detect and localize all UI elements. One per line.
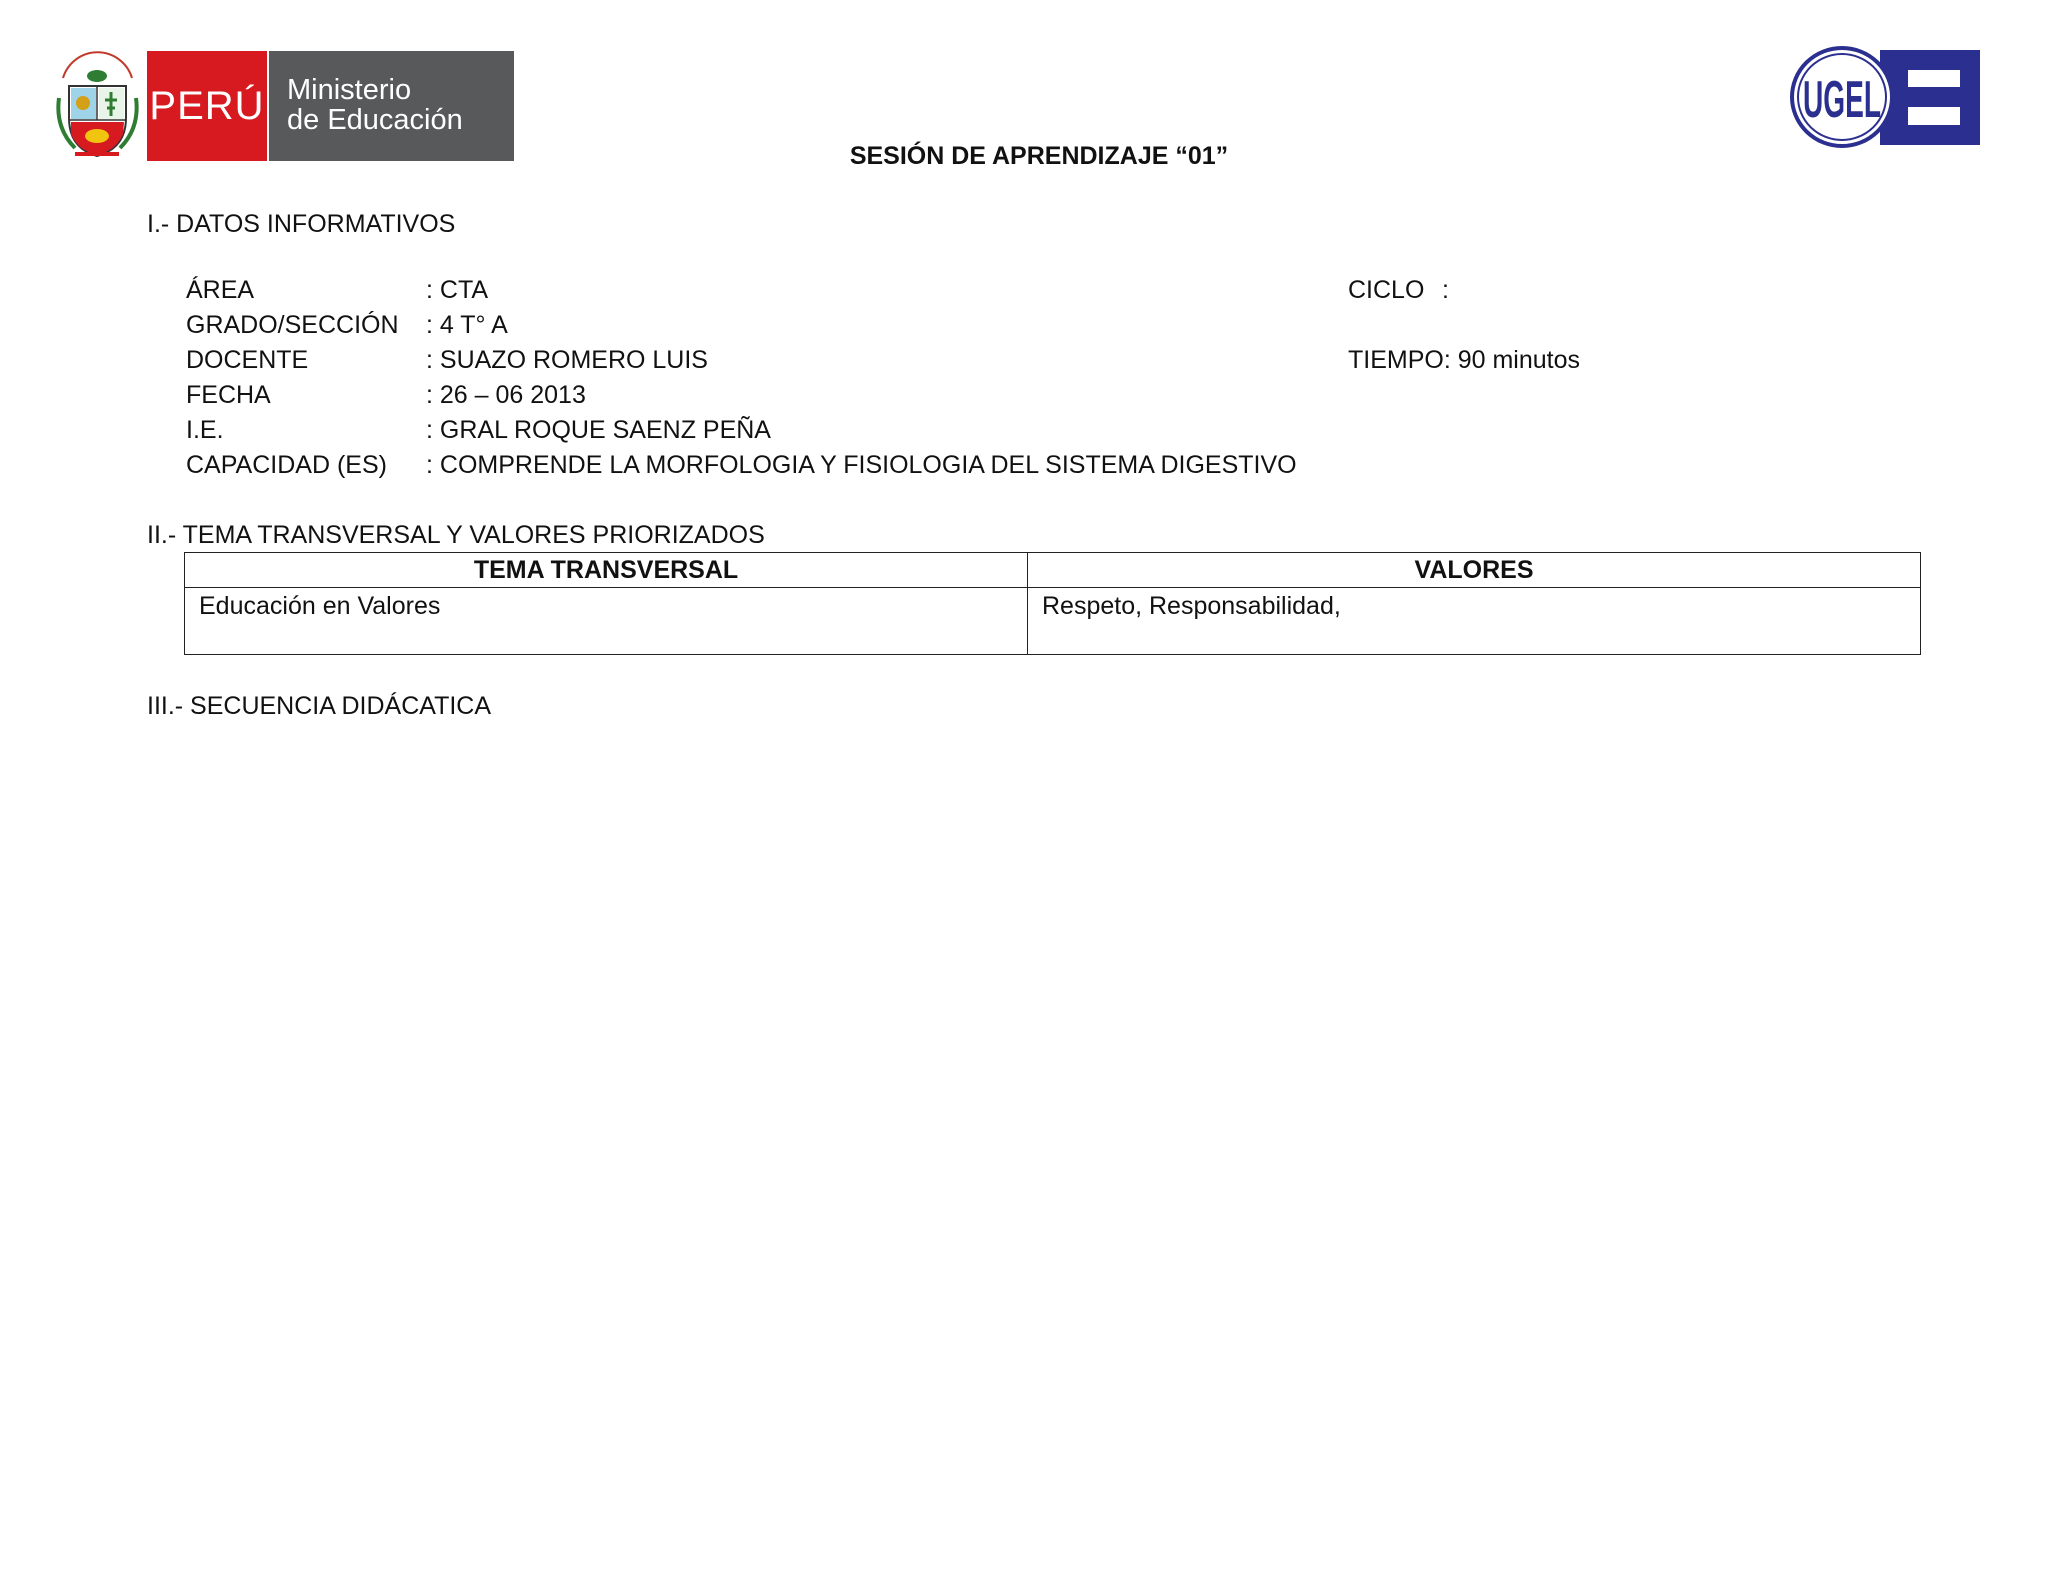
ugel-logo [1790,45,1980,155]
field-area-label: ÁREA [186,276,255,304]
table-row [185,588,1921,655]
ministerio-line1: Ministerio [287,74,412,106]
section-1-heading: I.- DATOS INFORMATIVOS [147,210,456,238]
field-area-value: : CTA [426,276,489,304]
field-ciclo-label: CICLO [1348,276,1425,304]
field-docente-value: : SUAZO ROMERO LUIS [426,346,708,374]
field-grado-value: : 4 T° A [426,311,508,339]
cell-tema-transversal: Educación en Valores [185,588,1028,655]
field-capacidad-label: CAPACIDAD (ES) [186,451,387,479]
field-fecha-label: FECHA [186,381,271,409]
field-capacidad-value: : COMPRENDE LA MORFOLOGIA Y FISIOLOGIA DEL SISTEMA DIGESTIVO [426,451,1297,479]
field-tiempo: TIEMPO: 90 minutos [1348,346,1581,374]
table-header-row [185,553,1921,588]
section-2-heading: II.- TEMA TRANSVERSAL Y VALORES PRIORIZADOS [147,521,765,549]
ugel-wordmark: UGEL [1803,71,1881,129]
document-title: SESIÓN DE APRENDIZAJE “01” [849,142,1229,170]
tema-valores-table [184,552,1921,655]
field-grado-label: GRADO/SECCIÓN [186,311,399,339]
header-valores: VALORES [1028,553,1921,588]
field-ie-label: I.E. [186,416,224,444]
ministerio-line2: de Educación [287,104,463,136]
header-tema-transversal: TEMA TRANSVERSAL [185,553,1028,588]
field-docente-label: DOCENTE [186,346,309,374]
peru-wordmark: PERÚ [147,51,267,161]
field-ie-value: : GRAL ROQUE SAENZ PEÑA [426,416,771,444]
section-3-heading: III.- SECUENCIA DIDÁCATICA [147,692,492,720]
field-ciclo-value: : [1442,276,1449,304]
cell-valores: Respeto, Responsabilidad, [1028,588,1921,655]
field-fecha-value: : 26 – 06 2013 [426,381,586,409]
